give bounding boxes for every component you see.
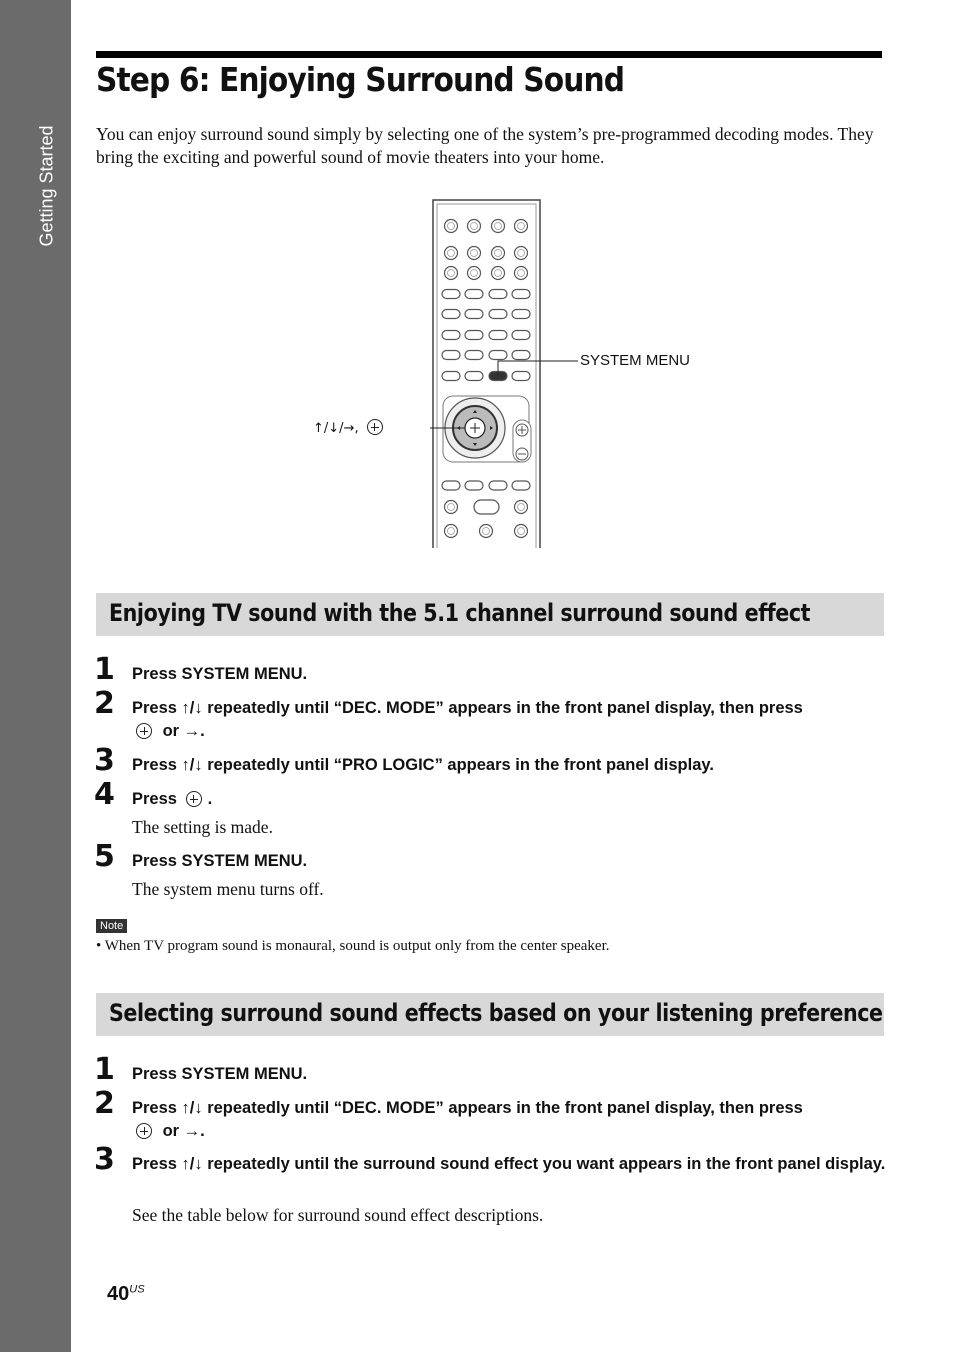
note-badge: Note — [96, 919, 127, 933]
remote-round-button — [492, 267, 505, 280]
remote-oval-button — [512, 372, 530, 381]
s1-step1-text: Press SYSTEM MENU. — [132, 665, 308, 683]
arrows-callout-text: ↑/↓/→, — [313, 421, 359, 436]
remote-oval-button — [512, 310, 530, 319]
sidebar-label: Getting Started — [36, 125, 57, 247]
remote-round-button — [480, 525, 493, 538]
remote-round-button — [515, 220, 528, 233]
s1-step3-text: Press ↑/↓ repeatedly until “PRO LOGIC” appears in the front panel display. — [132, 756, 714, 774]
section2-title: Selecting surround sound effects based on your listening preference — [109, 999, 883, 1027]
remote-round-button — [445, 525, 458, 538]
s1-step2-number: 2 — [94, 686, 115, 721]
remote-transport-button — [465, 481, 483, 490]
enter-icon — [136, 723, 152, 739]
s1-step1-number: 1 — [94, 652, 115, 687]
s2-step3-result: See the table below for surround sound effect descriptions. — [132, 1205, 544, 1225]
remote-round-button — [445, 220, 458, 233]
enter-icon — [186, 791, 202, 807]
remote-round-button — [515, 501, 528, 514]
remote-oval-button — [465, 351, 483, 360]
remote-oval-button — [442, 290, 460, 299]
s2-step2-text: Press ↑/↓ repeatedly until “DEC. MODE” appears in the front panel display, then press or →. — [132, 1099, 803, 1140]
s2-step2-number: 2 — [94, 1086, 115, 1121]
remote-round-button — [445, 501, 458, 514]
remote-oval-button — [465, 372, 483, 381]
remote-round-button — [492, 220, 505, 233]
remote-oval-button — [442, 351, 460, 360]
s1-step4-number: 4 — [94, 777, 115, 812]
s2-step1-text: Press SYSTEM MENU. — [132, 1065, 308, 1083]
s2-step3-number: 3 — [94, 1142, 115, 1177]
arrows-callout — [313, 419, 389, 436]
play-button — [474, 500, 499, 514]
remote-oval-button — [465, 310, 483, 319]
remote-round-button — [445, 267, 458, 280]
remote-oval-button — [489, 331, 507, 340]
remote-round-button — [515, 247, 528, 260]
page-title: Step 6: Enjoying Surround Sound — [96, 60, 625, 99]
remote-round-button — [515, 525, 528, 538]
remote-transport-button — [489, 481, 507, 490]
s1-step4-result: The setting is made. — [132, 817, 273, 837]
remote-round-button — [515, 267, 528, 280]
remote-oval-button — [489, 351, 507, 360]
s1-step5-number: 5 — [94, 839, 115, 874]
remote-oval-button — [465, 290, 483, 299]
enter-icon — [136, 1123, 152, 1139]
remote-oval-button — [512, 351, 530, 360]
s1-step2-text: Press ↑/↓ repeatedly until “DEC. MODE” appears in the front panel display, then press or →. — [132, 699, 803, 740]
system-menu-callout: SYSTEM MENU — [580, 352, 691, 369]
s2-step1-number: 1 — [94, 1052, 115, 1087]
remote-oval-button — [465, 331, 483, 340]
remote-round-button — [445, 247, 458, 260]
remote-oval-button — [489, 290, 507, 299]
section1-header — [96, 593, 884, 636]
section1-title: Enjoying TV sound with the 5.1 channel surround sound effect — [109, 599, 811, 627]
note-text: • When TV program sound is monaural, sound is output only from the center speaker. — [96, 938, 610, 954]
remote-oval-button — [442, 372, 460, 381]
page-number: $40^{US}$ — [107, 1283, 145, 1305]
remote-transport-button — [512, 481, 530, 490]
remote-oval-button — [489, 310, 507, 319]
s2-step3-text: Press ↑/↓ repeatedly until the surround sound effect you want appears in the front panel display. — [132, 1155, 886, 1173]
remote-round-button — [468, 247, 481, 260]
s1-step4-text: Press . — [132, 790, 213, 808]
title-rule — [96, 51, 882, 58]
enter-icon — [367, 419, 383, 435]
remote-transport-button — [442, 481, 460, 490]
remote-oval-button — [512, 331, 530, 340]
s1-step5-result: The system menu turns off. — [132, 879, 324, 899]
s1-step5-text: Press SYSTEM MENU. — [132, 852, 308, 870]
remote-round-button — [468, 220, 481, 233]
remote-round-button — [468, 267, 481, 280]
remote-round-button — [492, 247, 505, 260]
s1-step3-number: 3 — [94, 743, 115, 778]
intro-paragraph: You can enjoy surround sound simply by selecting one of the system’s pre-programmed decoding modes. They bring the exciting and powerful sound of movie theaters into your home. — [96, 124, 874, 167]
sidebar — [0, 0, 71, 1352]
remote-oval-button — [442, 331, 460, 340]
remote-oval-button — [512, 290, 530, 299]
remote-control-illustration — [430, 198, 710, 550]
section2-header — [96, 993, 884, 1036]
remote-oval-button — [442, 310, 460, 319]
